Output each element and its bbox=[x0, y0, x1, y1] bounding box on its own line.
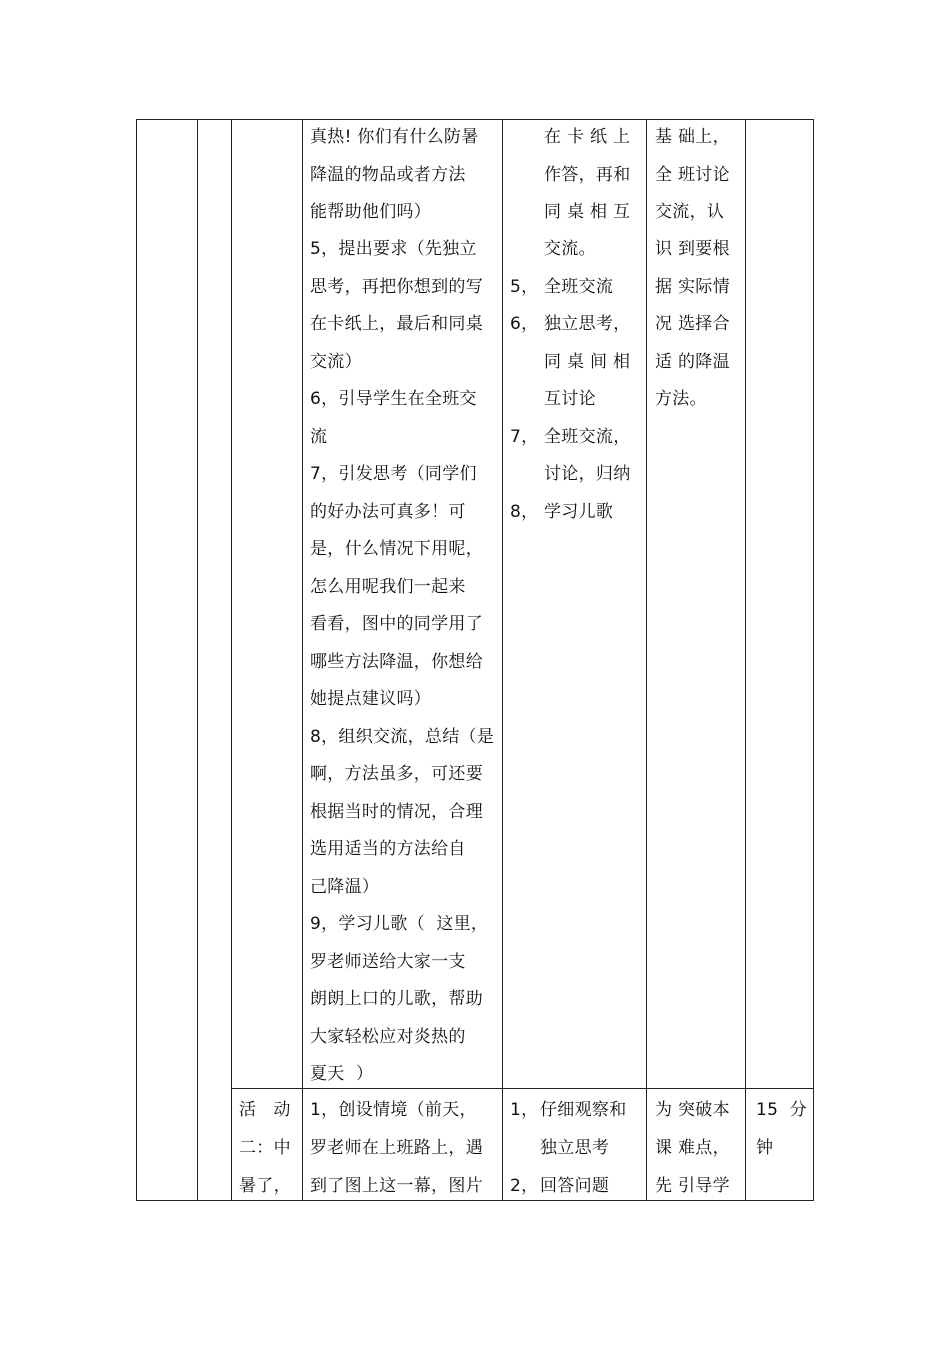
text-line: 学习儿歌 bbox=[544, 502, 614, 522]
column-divider bbox=[745, 119, 746, 1201]
text-line: 回答问题 bbox=[540, 1176, 610, 1196]
text-line: 怎么用呢我们一起来 bbox=[310, 577, 466, 597]
text-line: 同 桌 相 互 bbox=[544, 202, 631, 222]
text-line: 罗老师送给大家一支 bbox=[310, 952, 466, 972]
column-divider bbox=[302, 119, 303, 1201]
column-divider bbox=[231, 119, 232, 1201]
text-line: 全班交流 bbox=[544, 277, 614, 297]
text-line: 真热! 你们有什么防暑 bbox=[310, 127, 479, 147]
text-line: 在 卡 纸 上 bbox=[544, 127, 631, 147]
text-line: 况 选择合 bbox=[655, 314, 730, 334]
text-line: 仔细观察和 bbox=[540, 1100, 627, 1120]
table-border-left bbox=[136, 119, 137, 1201]
text-line: 她提点建议吗） bbox=[310, 689, 432, 709]
text-line: 基 础上， bbox=[655, 127, 730, 147]
text-line: 大家轻松应对炎热的 bbox=[310, 1027, 466, 1047]
text-line: 全 班讨论 bbox=[655, 165, 730, 185]
text-line: 课 难点， bbox=[655, 1138, 730, 1158]
text-line: 根据当时的情况，合理 bbox=[310, 802, 483, 822]
list-number: 6， bbox=[510, 314, 539, 334]
text-line: 9，学习儿歌（ 这里， bbox=[310, 914, 489, 934]
text-line: 据 实际情 bbox=[655, 277, 730, 297]
table-border-top bbox=[136, 119, 814, 120]
row-divider bbox=[231, 1088, 814, 1089]
text-line: 钟 bbox=[756, 1138, 774, 1158]
text-line: 夏天 ） bbox=[310, 1064, 374, 1084]
text-line: 罗老师在上班路上，遇 bbox=[310, 1138, 483, 1158]
text-line: 互讨论 bbox=[544, 389, 596, 409]
text-line: 8，组织交流，总结（是 bbox=[310, 727, 495, 747]
text-line: 降温的物品或者方法 bbox=[310, 165, 466, 185]
list-number: 1， bbox=[510, 1100, 539, 1120]
text-line: 独立思考 bbox=[540, 1138, 610, 1158]
text-line: 为 突破本 bbox=[655, 1100, 730, 1120]
column-divider bbox=[197, 119, 198, 1201]
text-line: 选用适当的方法给自 bbox=[310, 839, 466, 859]
list-number: 2， bbox=[510, 1176, 539, 1196]
text-line: 啊，方法虽多，可还要 bbox=[310, 764, 483, 784]
column-divider bbox=[502, 119, 503, 1201]
text-line: 交流） bbox=[310, 352, 362, 372]
text-line: 己降温） bbox=[310, 877, 380, 897]
text-line: 5，提出要求（先独立 bbox=[310, 239, 477, 259]
text-line: 交流。 bbox=[544, 239, 596, 259]
text-line: 活 动 bbox=[239, 1100, 291, 1120]
text-line: 识 到要根 bbox=[655, 239, 730, 259]
text-line: 讨论，归纳 bbox=[544, 464, 631, 484]
text-line: 看看，图中的同学用了 bbox=[310, 614, 483, 634]
text-line: 能帮助他们吗） bbox=[310, 202, 432, 222]
text-line: 到了图上这一幕，图片 bbox=[310, 1176, 483, 1196]
text-line: 先 引导学 bbox=[655, 1176, 730, 1196]
table-border-right bbox=[813, 119, 814, 1201]
text-line: 1，创设情境（前天， bbox=[310, 1100, 477, 1120]
text-line: 在卡纸上，最后和同桌 bbox=[310, 314, 483, 334]
text-line: 思考，再把你想到的写 bbox=[310, 277, 483, 297]
list-number: 8， bbox=[510, 502, 539, 522]
list-number: 7， bbox=[510, 427, 539, 447]
text-line: 哪些方法降温，你想给 bbox=[310, 652, 483, 672]
text-line: 适 的降温 bbox=[655, 352, 730, 372]
column-divider bbox=[646, 119, 647, 1201]
text-line: 独立思考， bbox=[544, 314, 631, 334]
text-line: 是，什么情况下用呢， bbox=[310, 539, 483, 559]
text-line: 二：中 bbox=[239, 1138, 291, 1158]
text-line: 的好办法可真多！可 bbox=[310, 502, 466, 522]
text-line: 6，引导学生在全班交 bbox=[310, 389, 477, 409]
text-line: 同 桌 间 相 bbox=[544, 352, 631, 372]
list-number: 5， bbox=[510, 277, 539, 297]
text-line: 全班交流， bbox=[544, 427, 631, 447]
text-line: 暑了， bbox=[239, 1176, 291, 1196]
text-line: 15 分 bbox=[756, 1100, 807, 1120]
text-line: 流 bbox=[310, 427, 328, 447]
table-border-bottom bbox=[136, 1200, 814, 1201]
text-line: 作答，再和 bbox=[544, 165, 631, 185]
text-line: 交流，认 bbox=[655, 202, 725, 222]
text-line: 7，引发思考（同学们 bbox=[310, 464, 477, 484]
text-line: 朗朗上口的儿歌，帮助 bbox=[310, 989, 483, 1009]
text-line: 方法。 bbox=[655, 389, 707, 409]
